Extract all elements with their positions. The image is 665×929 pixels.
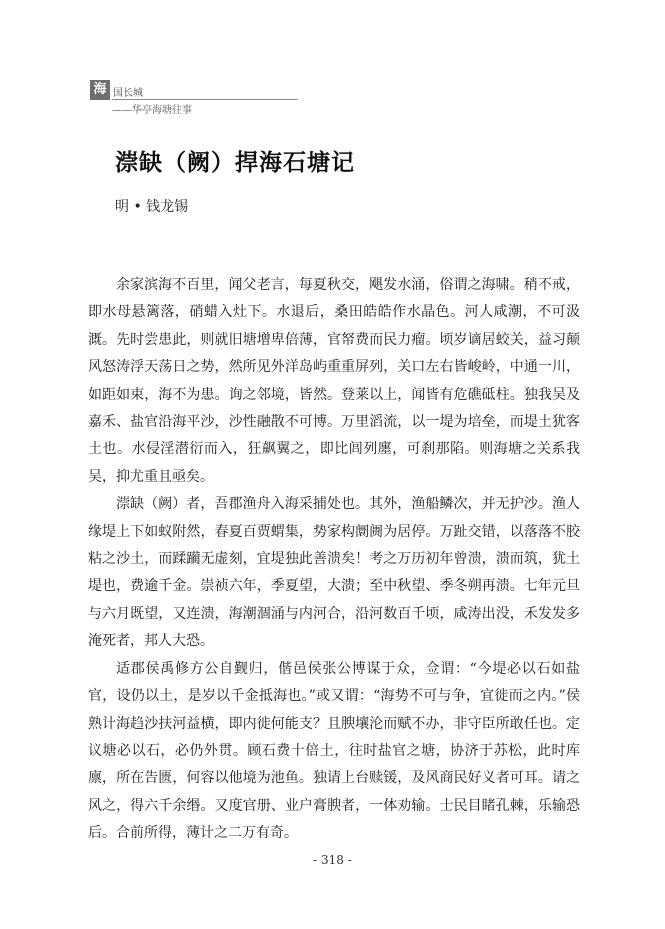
series-name: 国长城 bbox=[113, 88, 143, 99]
paragraph: 余家滨海不百里，闻父老言，每夏秋交，飓发水涌，俗谓之海啸。稍不戒，即水母悬篱落，硝蜡入灶下。水退后，桑田皓皓作水晶色。河人咸潮，不可汲溉。先时尝患此，则就旧塘增卑倍薄，官帑费而民力瘤。顷岁谪居蛟关，益习颠风怒涛浮天荡日之势，然所见外洋岛屿重重屏列，关口左右皆峻岭，中通一川，如距如束，海不为患。询之邻境，皆然。登莱以上，闻皆有危礁砥柱。独我吴及嘉禾、盐官沿海平沙，沙性融散不可博。万里滔流，以一堤为培垒，而堤土犹客土也。水侵淫潜衍而入，狂飙翼之，即比闾列廛，可刹那陷。则海塘之关系我吴，抑尤重且亟矣。 bbox=[88, 277, 580, 485]
book-subtitle: ——华亭海塘往事 bbox=[112, 105, 192, 116]
series-logo: 海 bbox=[90, 80, 110, 100]
article-body bbox=[88, 272, 580, 848]
header-divider bbox=[112, 99, 298, 100]
running-header bbox=[90, 78, 300, 118]
paragraph: 漴缺（阙）者，吾郡渔舟入海采捕处也。其外，渔船鳞次，并无护沙。渔人缘堤上下如蚁附然，春夏百贾蝟集，势家构阛阓为居停。万趾交错，以落落不胶粘之沙土，而蹂躏无虚刻，宜堤独此善溃矣！考之万历初年曾溃，溃而筑，犹土堤也，费逾千金。崇祯六年，季夏望，大溃；至中秋望、季冬朔再溃。七年元旦与六月既望，又连溃，海潮涸涌与内河合，沿河数百千顷，咸涛出没，禾发发多淹死者，邦人大恐。 bbox=[88, 496, 580, 650]
article-title: 漴缺（阙）捍海石塘记 bbox=[115, 149, 355, 176]
paragraph: 适郡侯禹修方公自觐归，偕邑侯张公博谋于众，佥谓：“今堤必以石如盐官，设仍以土，是岁以千金抵海也。”或又谓：“海势不可与争，宜徙而之内。”侯熟计海趋沙扶河益横，即内徙何能支？且腴壤沦而赋不办，非守臣所敢任也。定议塘必以石，必仍外贯。顾石费十倍土，往时盐官之塘，协济于苏松，此时库廪，所在告匮，何容以他境为池鱼。独请上台赎锾，及风商民好义者可耳。请之风之，得六千余缗。又度官册、业户膏腴者，一体劝输。士民目睹孔棘，乐输恐后。合前所得，薄计之二万有奇。 bbox=[88, 660, 580, 842]
page-number: - 318 - bbox=[313, 853, 352, 867]
article-author: 明 • 钱龙锡 bbox=[115, 199, 189, 215]
